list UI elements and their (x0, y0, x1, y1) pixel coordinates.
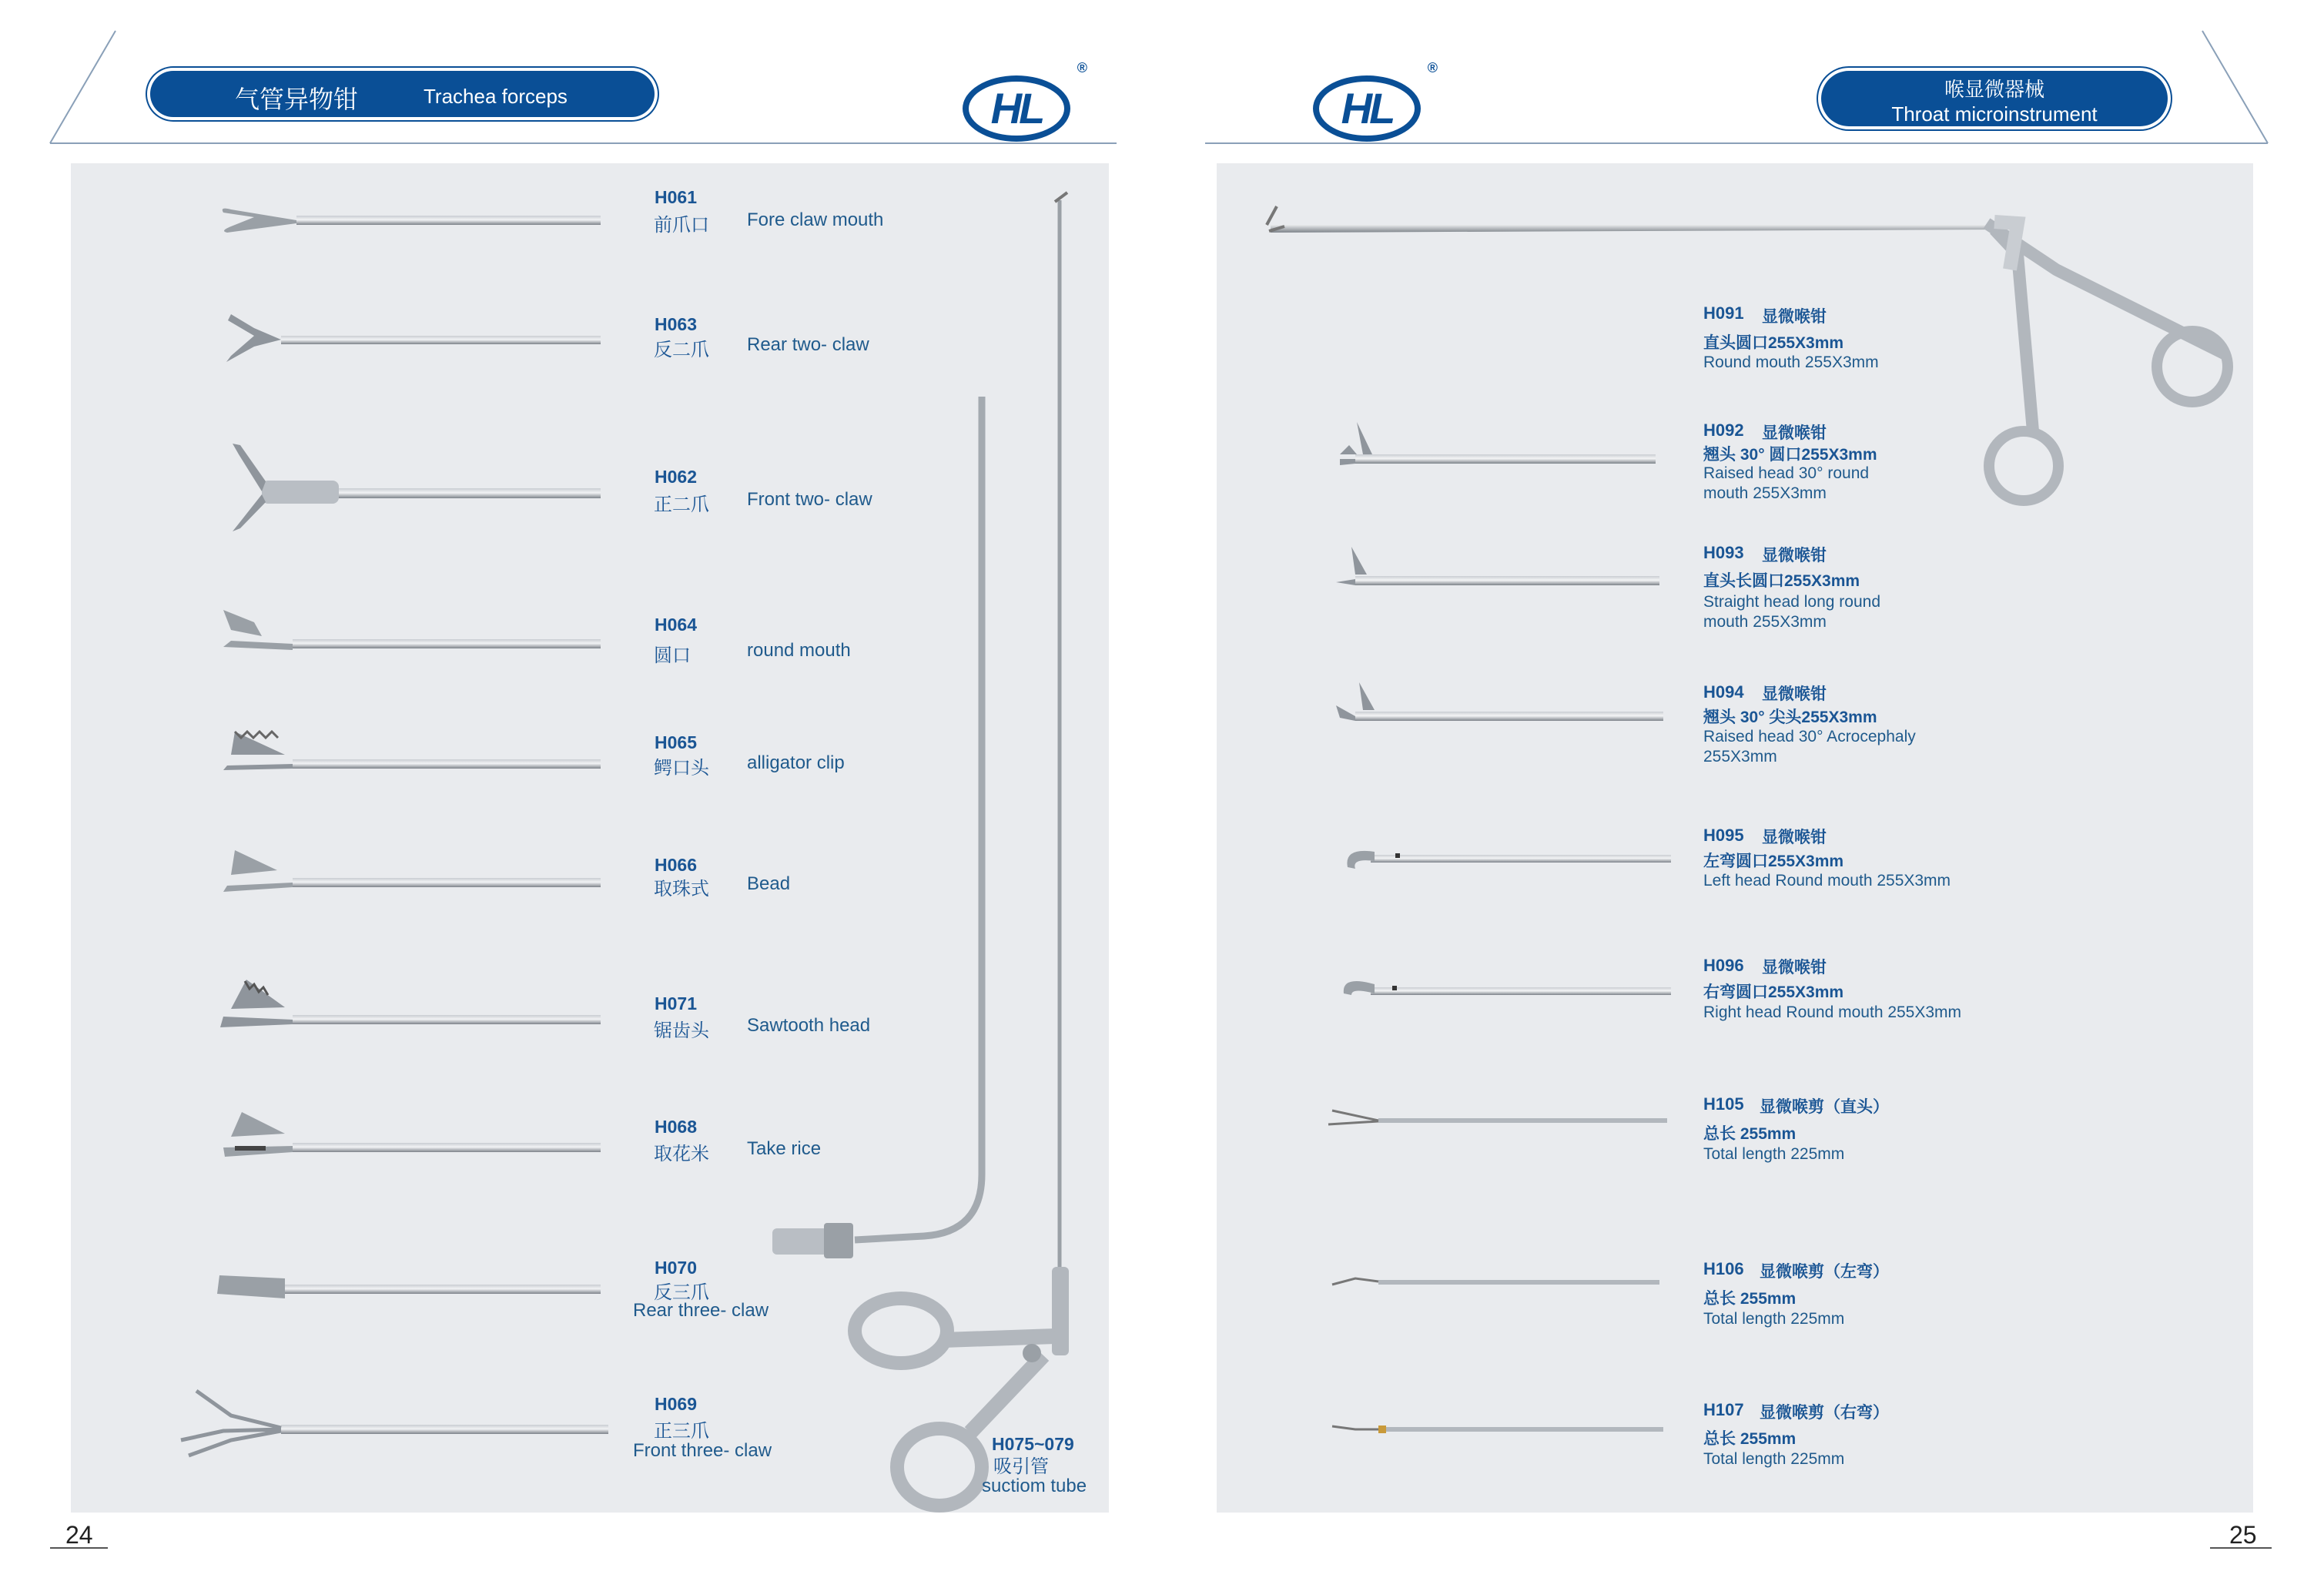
item-code-h096: H096 (1703, 956, 1744, 975)
instrument-h106 (1332, 1278, 1659, 1285)
item-en-h106: Total length 225mm (1703, 1310, 1845, 1328)
item-name-h092: 显微喉钳 (1762, 424, 1827, 442)
item-cn-h068: 取花米 (654, 1144, 709, 1164)
item-en-h070: Rear three- claw (633, 1300, 769, 1321)
item-en-h095: Left head Round mouth 255X3mm (1703, 872, 1951, 889)
item-cn-h065: 鳄口头 (654, 758, 709, 779)
item-code-h062: H062 (655, 467, 697, 487)
instrument-h092 (1340, 422, 1656, 465)
item-en-h093: Straight head long round mouth 255X3mm (1703, 593, 1881, 631)
item-en-h066: Bead (747, 873, 791, 894)
left-logo-text: HL (990, 84, 1043, 132)
item-code-h066: H066 (655, 855, 697, 875)
instrument-h105 (1328, 1111, 1667, 1124)
item-code-h095: H095 (1703, 826, 1744, 845)
item-en-h068: Take rice (747, 1138, 822, 1159)
item-en-h065: alligator clip (747, 752, 845, 773)
item-en-suction: suctiom tube (982, 1476, 1087, 1496)
item-code-h069: H069 (655, 1394, 697, 1414)
right-header-title-cn: 喉显微器械 (1944, 79, 2044, 102)
item-spec-h106: 总长 255mm (1703, 1290, 1797, 1308)
item-en-h105: Total length 225mm (1703, 1145, 1845, 1163)
item-en-h064: round mouth (747, 640, 851, 661)
item-name-h096: 显微喉钳 (1762, 959, 1827, 977)
item-spec-h095: 左弯圆口255X3mm (1703, 853, 1844, 870)
left-header-title-en: Trachea forceps (424, 85, 568, 108)
instrument-h096 (1344, 981, 1671, 995)
item-en-h096: Right head Round mouth 255X3mm (1703, 1003, 1962, 1021)
item-code-h063: H063 (655, 314, 697, 334)
item-spec-h096: 右弯圆口255X3mm (1703, 983, 1844, 1001)
instrument-h095 (1347, 851, 1671, 869)
item-en-h061: Fore claw mouth (747, 209, 884, 230)
item-name-h106: 显微喉剪（左弯） (1760, 1263, 1889, 1281)
instrument-h094 (1336, 682, 1663, 721)
item-en-h091: Round mouth 255X3mm (1703, 353, 1879, 371)
item-en-h107: Total length 225mm (1703, 1450, 1845, 1468)
item-spec-h093: 直头长圆口255X3mm (1703, 572, 1860, 590)
item-code-h065: H065 (655, 732, 697, 752)
item-name-h105: 显微喉剪（直头） (1760, 1098, 1889, 1116)
item-cn-h063: 反二爪 (654, 340, 709, 360)
right-logo-text: HL (1341, 84, 1393, 132)
item-cn-suction: 吸引管 (993, 1456, 1049, 1477)
item-name-h094: 显微喉钳 (1762, 685, 1827, 703)
item-en-h069: Front three- claw (633, 1440, 772, 1461)
instrument-h107 (1332, 1426, 1663, 1433)
item-code-h071: H071 (655, 993, 697, 1013)
right-header-title-en: Throat microinstrument (1891, 102, 2098, 126)
left-page-number: 24 (65, 1521, 93, 1549)
item-spec-h091: 直头圆口255X3mm (1703, 334, 1844, 352)
item-code-h064: H064 (655, 615, 697, 635)
item-cn-h069: 正三爪 (654, 1421, 709, 1442)
right-page-number: 25 (2229, 1521, 2257, 1549)
item-code-h094: H094 (1703, 682, 1744, 702)
item-cn-h066: 取珠式 (654, 879, 709, 900)
item-name-h095: 显微喉钳 (1762, 829, 1827, 846)
item-code-h106: H106 (1703, 1259, 1744, 1278)
item-code-h093: H093 (1703, 543, 1744, 562)
item-name-h093: 显微喉钳 (1762, 547, 1827, 565)
item-name-h107: 显微喉剪（右弯） (1760, 1404, 1889, 1422)
item-cn-h061: 前爪口 (654, 215, 709, 236)
item-cn-h062: 正二爪 (654, 494, 709, 515)
item-code-h070: H070 (655, 1258, 697, 1278)
instrument-h093 (1336, 547, 1659, 585)
item-code-h107: H107 (1703, 1400, 1744, 1419)
right-logo-reg: ® (1427, 60, 1438, 75)
item-code-suction: H075~079 (992, 1434, 1074, 1454)
item-cn-h064: 圆口 (654, 645, 691, 666)
item-spec-h105: 总长 255mm (1703, 1125, 1797, 1143)
item-en-h094: Raised head 30° Acrocephaly 255X3mm (1703, 728, 1916, 766)
item-en-h062: Front two- claw (747, 489, 872, 510)
item-en-h071: Sawtooth head (747, 1015, 871, 1036)
item-cn-h070: 反三爪 (654, 1282, 709, 1303)
item-code-h061: H061 (655, 187, 697, 207)
item-code-h068: H068 (655, 1117, 697, 1137)
item-en-h092: Raised head 30° round mouth 255X3mm (1703, 464, 1870, 502)
left-header-title-cn: 气管异物钳 (235, 85, 359, 114)
item-code-h105: H105 (1703, 1094, 1744, 1114)
item-cn-h071: 锯齿头 (654, 1020, 709, 1041)
item-spec-h107: 总长 255mm (1703, 1430, 1797, 1448)
item-en-h063: Rear two- claw (747, 334, 869, 355)
item-code-h092: H092 (1703, 420, 1744, 440)
item-name-h091: 显微喉钳 (1762, 308, 1827, 326)
item-code-h091: H091 (1703, 303, 1744, 323)
item-spec-h094: 翘头 30° 尖头255X3mm (1703, 709, 1877, 726)
item-spec-h092: 翘头 30° 圆口255X3mm (1703, 446, 1877, 464)
left-logo-reg: ® (1077, 60, 1087, 75)
